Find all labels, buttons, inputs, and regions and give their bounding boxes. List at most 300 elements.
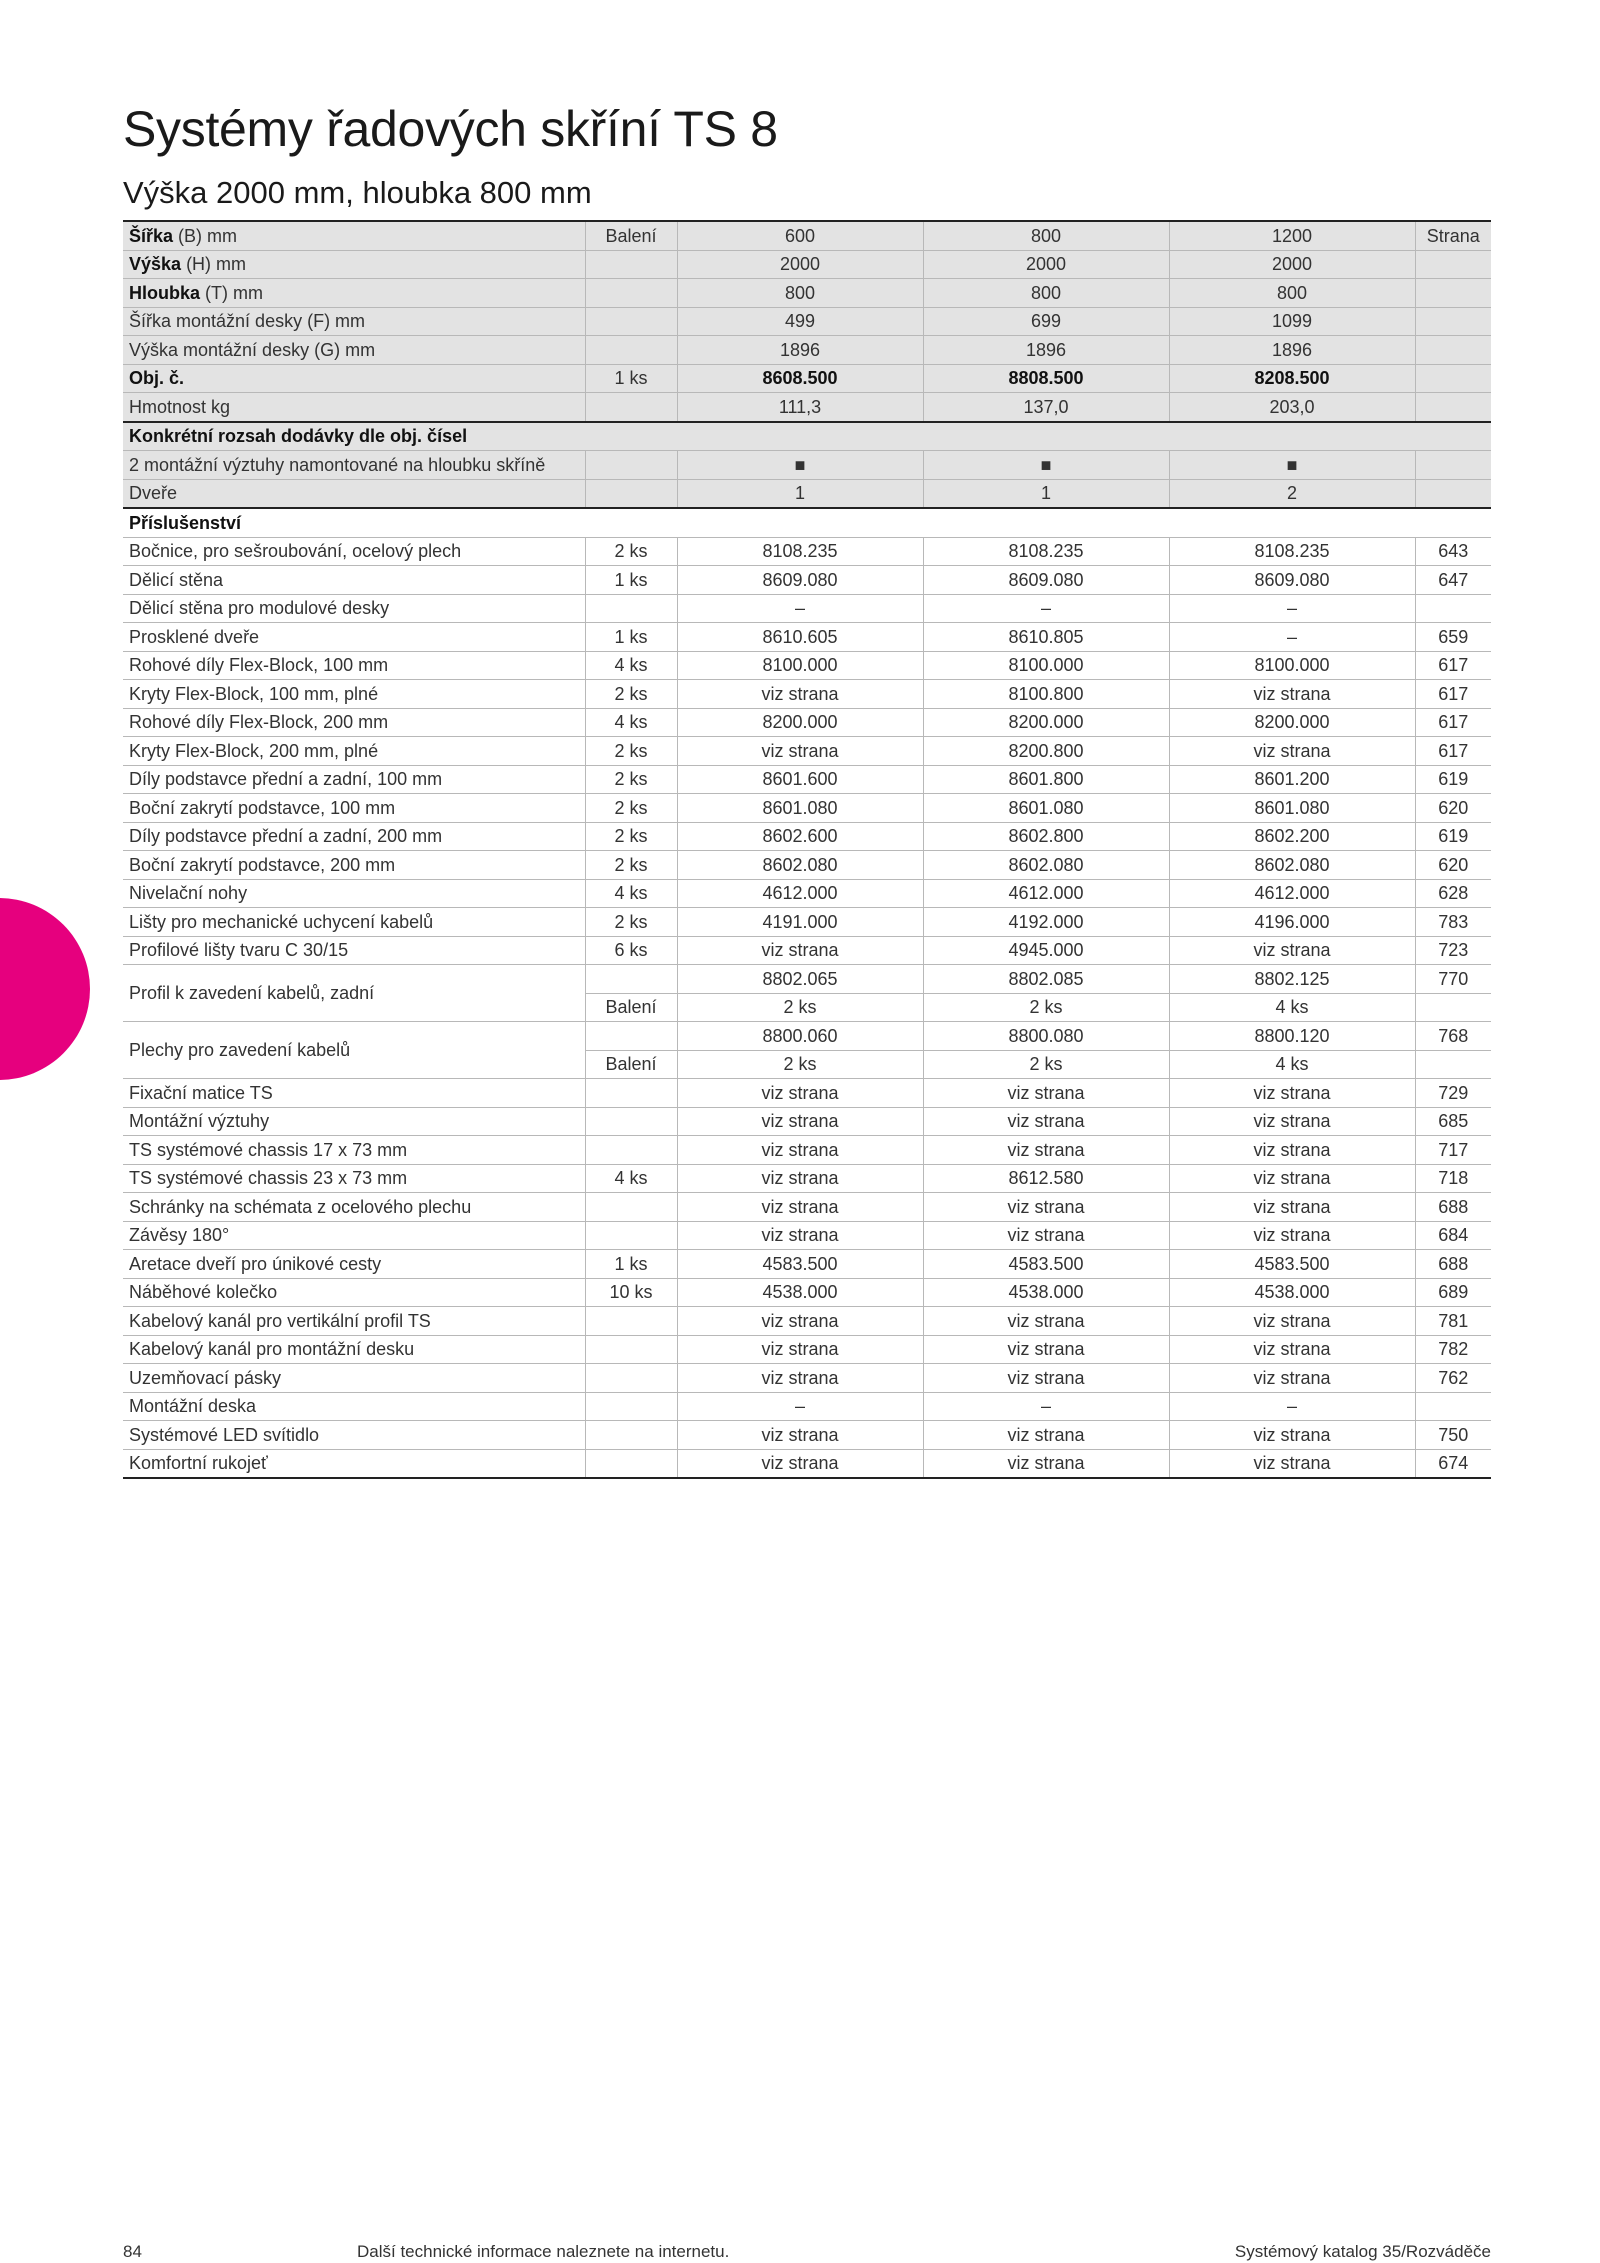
value-cell: 4612.000	[677, 879, 923, 908]
value-cell: viz strana	[677, 1364, 923, 1393]
page-cell	[1415, 594, 1491, 623]
table-row	[123, 879, 1491, 908]
table-row	[123, 1335, 1491, 1364]
value-cell: 8601.200	[1169, 765, 1415, 794]
row-label: Rohové díly Flex-Block, 100 mm	[123, 651, 585, 680]
table-row	[123, 1278, 1491, 1307]
pack-cell: 1 ks	[585, 364, 677, 393]
value-cell: viz strana	[923, 1107, 1169, 1136]
row-label: Výška (H) mm	[123, 250, 585, 279]
row-label: Kabelový kanál pro montážní desku	[123, 1335, 585, 1364]
value-cell: viz strana	[677, 1307, 923, 1336]
table-row	[123, 737, 1491, 766]
table-row	[123, 537, 1491, 566]
pack-cell: 6 ks	[585, 936, 677, 965]
row-label: Systémové LED svítidlo	[123, 1421, 585, 1450]
page-number: 84	[123, 2242, 142, 2261]
pack-cell	[585, 336, 677, 365]
table-row	[123, 1136, 1491, 1165]
section-heading: Příslušenství	[123, 508, 1491, 537]
value-cell: 8802.065	[677, 965, 923, 994]
value-cell: viz strana	[923, 1193, 1169, 1222]
pack-cell	[585, 1421, 677, 1450]
value-cell: viz strana	[923, 1079, 1169, 1108]
pack-cell	[585, 451, 677, 480]
table-row	[123, 794, 1491, 823]
pack-cell	[585, 1107, 677, 1136]
order-number: 8608.500	[677, 364, 923, 393]
pack-cell	[585, 1079, 677, 1108]
value-cell: 8100.000	[677, 651, 923, 680]
value-cell: 1200	[1169, 221, 1415, 250]
row-label: Obj. č.	[123, 364, 585, 393]
table-row	[123, 1079, 1491, 1108]
row-label: Montážní deska	[123, 1392, 585, 1421]
page-cell: 688	[1415, 1193, 1491, 1222]
value-cell: 2	[1169, 479, 1415, 508]
row-label: Profilové lišty tvaru C 30/15	[123, 936, 585, 965]
row-label: Prosklené dveře	[123, 623, 585, 652]
pack-cell	[585, 1193, 677, 1222]
order-number: 8208.500	[1169, 364, 1415, 393]
value-cell: 8602.200	[1169, 822, 1415, 851]
accent-circle	[0, 898, 90, 1080]
value-cell: viz strana	[1169, 1449, 1415, 1478]
value-cell: 2000	[923, 250, 1169, 279]
row-label: Náběhové kolečko	[123, 1278, 585, 1307]
value-cell: 8612.580	[923, 1164, 1169, 1193]
page-cell	[1415, 451, 1491, 480]
value-cell: 2 ks	[923, 993, 1169, 1022]
page-cell: 723	[1415, 936, 1491, 965]
cable-profile-row	[123, 965, 1491, 994]
pack-cell	[585, 1392, 677, 1421]
supply-row-struts	[123, 451, 1491, 480]
pack-cell	[585, 594, 677, 623]
value-cell: 8802.125	[1169, 965, 1415, 994]
value-cell: 4583.500	[1169, 1250, 1415, 1279]
value-cell: viz strana	[1169, 1221, 1415, 1250]
value-cell: 8601.080	[923, 794, 1169, 823]
order-number: 8808.500	[923, 364, 1169, 393]
value-cell: viz strana	[677, 1107, 923, 1136]
table-row	[123, 1364, 1491, 1393]
row-label: Kryty Flex-Block, 200 mm, plné	[123, 737, 585, 766]
row-label: 2 montážní výztuhy namontované na hloubku skříně	[123, 451, 585, 480]
page-cell: 617	[1415, 737, 1491, 766]
value-cell: 4583.500	[677, 1250, 923, 1279]
page-cell: 717	[1415, 1136, 1491, 1165]
pack-cell: 2 ks	[585, 737, 677, 766]
value-cell: viz strana	[1169, 1136, 1415, 1165]
value-cell: 8108.235	[923, 537, 1169, 566]
pack-cell: 1 ks	[585, 1250, 677, 1279]
page-cell: 718	[1415, 1164, 1491, 1193]
value-cell: viz strana	[923, 1136, 1169, 1165]
row-label: Schránky na schémata z ocelového plechu	[123, 1193, 585, 1222]
supply-row-doors	[123, 479, 1491, 508]
value-cell: viz strana	[923, 1335, 1169, 1364]
pack-cell: 2 ks	[585, 680, 677, 709]
page-cell	[1415, 279, 1491, 308]
pack-cell: 2 ks	[585, 794, 677, 823]
pack-cell	[585, 965, 677, 994]
row-label: Šířka montážní desky (F) mm	[123, 307, 585, 336]
page-cell: 762	[1415, 1364, 1491, 1393]
page-cell: 674	[1415, 1449, 1491, 1478]
value-cell: 2 ks	[677, 1050, 923, 1079]
table-row	[123, 1307, 1491, 1336]
value-cell: 1896	[1169, 336, 1415, 365]
page-cell: 729	[1415, 1079, 1491, 1108]
value-cell: 8200.000	[1169, 708, 1415, 737]
row-label: Profil k zavedení kabelů, zadní	[123, 965, 585, 1022]
pack-cell	[585, 479, 677, 508]
pack-cell	[585, 1221, 677, 1250]
row-label: Dveře	[123, 479, 585, 508]
value-cell: 4 ks	[1169, 993, 1415, 1022]
row-label: Závěsy 180°	[123, 1221, 585, 1250]
pack-cell: Balení	[585, 1050, 677, 1079]
included-marker: ■	[923, 451, 1169, 480]
value-cell: 8601.080	[1169, 794, 1415, 823]
row-label: Aretace dveří pro únikové cesty	[123, 1250, 585, 1279]
value-cell: 1099	[1169, 307, 1415, 336]
row-label: Kabelový kanál pro vertikální profil TS	[123, 1307, 585, 1336]
page-cell	[1415, 1050, 1491, 1079]
value-cell: viz strana	[677, 1164, 923, 1193]
row-label: Kryty Flex-Block, 100 mm, plné	[123, 680, 585, 709]
value-cell: 4 ks	[1169, 1050, 1415, 1079]
value-cell: viz strana	[1169, 1364, 1415, 1393]
value-cell: viz strana	[1169, 1307, 1415, 1336]
value-cell: 699	[923, 307, 1169, 336]
page-cell: 783	[1415, 908, 1491, 937]
table-row	[123, 566, 1491, 595]
included-marker: ■	[1169, 451, 1415, 480]
page-cell: 620	[1415, 794, 1491, 823]
pack-cell: 2 ks	[585, 765, 677, 794]
value-cell: 4612.000	[1169, 879, 1415, 908]
included-marker: ■	[677, 451, 923, 480]
value-cell: –	[677, 1392, 923, 1421]
page-cell: 619	[1415, 822, 1491, 851]
row-label: Bočnice, pro sešroubování, ocelový plech	[123, 537, 585, 566]
value-cell: 8200.800	[923, 737, 1169, 766]
value-cell: 8200.000	[923, 708, 1169, 737]
value-cell: viz strana	[923, 1364, 1169, 1393]
page-cell: 659	[1415, 623, 1491, 652]
value-cell: 8602.800	[923, 822, 1169, 851]
page-cell: 782	[1415, 1335, 1491, 1364]
table-row	[123, 765, 1491, 794]
value-cell: 4192.000	[923, 908, 1169, 937]
table-row	[123, 822, 1491, 851]
value-cell: 8602.600	[677, 822, 923, 851]
value-cell: 203,0	[1169, 393, 1415, 422]
value-cell: 800	[1169, 279, 1415, 308]
page-cell: 617	[1415, 708, 1491, 737]
section-heading: Konkrétní rozsah dodávky dle obj. čísel	[123, 422, 1491, 451]
value-cell: 8602.080	[923, 851, 1169, 880]
row-label: TS systémové chassis 23 x 73 mm	[123, 1164, 585, 1193]
value-cell: viz strana	[677, 936, 923, 965]
value-cell: 1	[923, 479, 1169, 508]
row-label: Nivelační nohy	[123, 879, 585, 908]
table-row	[123, 708, 1491, 737]
row-label: Lišty pro mechanické uchycení kabelů	[123, 908, 585, 937]
pack-cell: 4 ks	[585, 1164, 677, 1193]
value-cell: 4583.500	[923, 1250, 1169, 1279]
value-cell: 8800.120	[1169, 1022, 1415, 1051]
page-cell	[1415, 307, 1491, 336]
page-cell: 647	[1415, 566, 1491, 595]
table-row	[123, 680, 1491, 709]
row-label: Šířka (B) mm	[123, 221, 585, 250]
value-cell: 4538.000	[1169, 1278, 1415, 1307]
footer-catalog: Systémový katalog 35/Rozváděče	[1234, 2242, 1491, 2261]
row-label: Hmotnost kg	[123, 393, 585, 422]
section-header-accessories	[123, 508, 1491, 537]
table-row	[123, 908, 1491, 937]
value-cell: 8802.085	[923, 965, 1169, 994]
pack-cell: 4 ks	[585, 708, 677, 737]
value-cell: viz strana	[1169, 1335, 1415, 1364]
value-cell: 137,0	[923, 393, 1169, 422]
row-label: Boční zakrytí podstavce, 200 mm	[123, 851, 585, 880]
page-cell	[1415, 336, 1491, 365]
value-cell: 4538.000	[677, 1278, 923, 1307]
value-cell: 8108.235	[1169, 537, 1415, 566]
value-cell: viz strana	[923, 1221, 1169, 1250]
value-cell: viz strana	[677, 1335, 923, 1364]
value-cell: viz strana	[923, 1421, 1169, 1450]
table-row	[123, 1107, 1491, 1136]
value-cell: 8601.800	[923, 765, 1169, 794]
value-cell: 4196.000	[1169, 908, 1415, 937]
pack-cell: 1 ks	[585, 623, 677, 652]
pack-cell: 1 ks	[585, 566, 677, 595]
pack-cell: 4 ks	[585, 651, 677, 680]
value-cell: 2 ks	[923, 1050, 1169, 1079]
page-subtitle: Výška 2000 mm, hloubka 800 mm	[123, 175, 592, 210]
page-cell: 770	[1415, 965, 1491, 994]
value-cell: 8610.805	[923, 623, 1169, 652]
footer-note: Další technické informace naleznete na internetu.	[357, 2242, 730, 2261]
row-label: Komfortní rukojeť	[123, 1449, 585, 1478]
page-cell: 617	[1415, 680, 1491, 709]
page-cell: 781	[1415, 1307, 1491, 1336]
value-cell: 8108.235	[677, 537, 923, 566]
row-label: Uzemňovací pásky	[123, 1364, 585, 1393]
value-cell: 8100.000	[923, 651, 1169, 680]
pack-cell	[585, 1307, 677, 1336]
page-cell	[1415, 364, 1491, 393]
page-cell: 689	[1415, 1278, 1491, 1307]
row-label: Dělicí stěna	[123, 566, 585, 595]
value-cell: 2 ks	[677, 993, 923, 1022]
value-cell: 8200.000	[677, 708, 923, 737]
pack-cell	[585, 393, 677, 422]
spec-row-plate-height	[123, 336, 1491, 365]
spec-row-depth	[123, 279, 1491, 308]
page-cell	[1415, 250, 1491, 279]
pack-cell: 4 ks	[585, 879, 677, 908]
value-cell: 1896	[677, 336, 923, 365]
table-row	[123, 1250, 1491, 1279]
page-cell: 768	[1415, 1022, 1491, 1051]
spec-row-plate-width	[123, 307, 1491, 336]
value-cell: viz strana	[1169, 680, 1415, 709]
pack-cell: Balení	[585, 993, 677, 1022]
row-label: Dělicí stěna pro modulové desky	[123, 594, 585, 623]
pack-cell	[585, 250, 677, 279]
page-cell: 688	[1415, 1250, 1491, 1279]
value-cell: 8602.080	[1169, 851, 1415, 880]
row-label: Montážní výztuhy	[123, 1107, 585, 1136]
table-row	[123, 651, 1491, 680]
table-row	[123, 623, 1491, 652]
table-row	[123, 1421, 1491, 1450]
page-cell	[1415, 479, 1491, 508]
pack-cell: 10 ks	[585, 1278, 677, 1307]
value-cell: –	[1169, 594, 1415, 623]
value-cell: 800	[923, 221, 1169, 250]
table-row	[123, 1193, 1491, 1222]
section-header-supply	[123, 422, 1491, 451]
value-cell: 8800.060	[677, 1022, 923, 1051]
value-cell: viz strana	[1169, 936, 1415, 965]
value-cell: 600	[677, 221, 923, 250]
value-cell: 2000	[677, 250, 923, 279]
page-cell: 643	[1415, 537, 1491, 566]
table-row	[123, 1392, 1491, 1421]
pack-cell: 2 ks	[585, 822, 677, 851]
pack-cell: 2 ks	[585, 537, 677, 566]
table-row	[123, 1164, 1491, 1193]
pack-cell	[585, 1335, 677, 1364]
value-cell: 8609.080	[677, 566, 923, 595]
value-cell: viz strana	[923, 1307, 1169, 1336]
value-cell: viz strana	[923, 1449, 1169, 1478]
spec-row-weight	[123, 393, 1491, 422]
row-label: Fixační matice TS	[123, 1079, 585, 1108]
page-cell	[1415, 393, 1491, 422]
page-cell: 685	[1415, 1107, 1491, 1136]
value-cell: 800	[677, 279, 923, 308]
page-cell: 620	[1415, 851, 1491, 880]
value-cell: viz strana	[677, 680, 923, 709]
value-cell: 4191.000	[677, 908, 923, 937]
page-cell: 628	[1415, 879, 1491, 908]
value-cell: viz strana	[677, 1221, 923, 1250]
pack-cell: 2 ks	[585, 908, 677, 937]
row-label: Díly podstavce přední a zadní, 200 mm	[123, 822, 585, 851]
page-cell	[1415, 993, 1491, 1022]
value-cell: 111,3	[677, 393, 923, 422]
page-cell: 684	[1415, 1221, 1491, 1250]
value-cell: viz strana	[677, 1449, 923, 1478]
value-cell: 8609.080	[923, 566, 1169, 595]
cable-plates-row	[123, 1022, 1491, 1051]
pack-cell	[585, 1364, 677, 1393]
pack-cell	[585, 307, 677, 336]
table-row	[123, 936, 1491, 965]
value-cell: 2000	[1169, 250, 1415, 279]
page-cell: Strana	[1415, 221, 1491, 250]
table-row	[123, 1449, 1491, 1478]
page-title: Systémy řadových skříní TS 8	[123, 101, 778, 157]
value-cell: 1	[677, 479, 923, 508]
value-cell: –	[923, 1392, 1169, 1421]
value-cell: 8610.605	[677, 623, 923, 652]
value-cell: 8602.080	[677, 851, 923, 880]
table-row	[123, 851, 1491, 880]
row-label: Výška montážní desky (G) mm	[123, 336, 585, 365]
spec-row-height	[123, 250, 1491, 279]
value-cell: 1896	[923, 336, 1169, 365]
row-label: Rohové díly Flex-Block, 200 mm	[123, 708, 585, 737]
spec-table	[123, 220, 1491, 1479]
pack-cell	[585, 1022, 677, 1051]
table-row	[123, 594, 1491, 623]
value-cell: viz strana	[677, 737, 923, 766]
value-cell: –	[923, 594, 1169, 623]
value-cell: viz strana	[1169, 737, 1415, 766]
page-cell: 750	[1415, 1421, 1491, 1450]
value-cell: viz strana	[1169, 1079, 1415, 1108]
page-cell: 619	[1415, 765, 1491, 794]
pack-cell: 2 ks	[585, 851, 677, 880]
value-cell: 4612.000	[923, 879, 1169, 908]
pack-cell	[585, 1136, 677, 1165]
row-label: TS systémové chassis 17 x 73 mm	[123, 1136, 585, 1165]
value-cell: viz strana	[677, 1079, 923, 1108]
value-cell: viz strana	[677, 1193, 923, 1222]
value-cell: 8800.080	[923, 1022, 1169, 1051]
value-cell: 8100.000	[1169, 651, 1415, 680]
value-cell: 4945.000	[923, 936, 1169, 965]
row-label: Boční zakrytí podstavce, 100 mm	[123, 794, 585, 823]
value-cell: 8601.600	[677, 765, 923, 794]
value-cell: 8100.800	[923, 680, 1169, 709]
value-cell: 8601.080	[677, 794, 923, 823]
pack-cell: Balení	[585, 221, 677, 250]
value-cell: viz strana	[677, 1421, 923, 1450]
value-cell: 8609.080	[1169, 566, 1415, 595]
row-label: Plechy pro zavedení kabelů	[123, 1022, 585, 1079]
table-row	[123, 1221, 1491, 1250]
value-cell: viz strana	[1169, 1107, 1415, 1136]
spec-row-width	[123, 221, 1491, 250]
page-cell	[1415, 1392, 1491, 1421]
value-cell: viz strana	[677, 1136, 923, 1165]
value-cell: –	[1169, 1392, 1415, 1421]
value-cell: –	[677, 594, 923, 623]
spec-row-order-number	[123, 364, 1491, 393]
value-cell: viz strana	[1169, 1421, 1415, 1450]
value-cell: –	[1169, 623, 1415, 652]
value-cell: viz strana	[1169, 1164, 1415, 1193]
value-cell: viz strana	[1169, 1193, 1415, 1222]
value-cell: 499	[677, 307, 923, 336]
value-cell: 4538.000	[923, 1278, 1169, 1307]
pack-cell	[585, 1449, 677, 1478]
page-cell: 617	[1415, 651, 1491, 680]
row-label: Hloubka (T) mm	[123, 279, 585, 308]
pack-cell	[585, 279, 677, 308]
value-cell: 800	[923, 279, 1169, 308]
